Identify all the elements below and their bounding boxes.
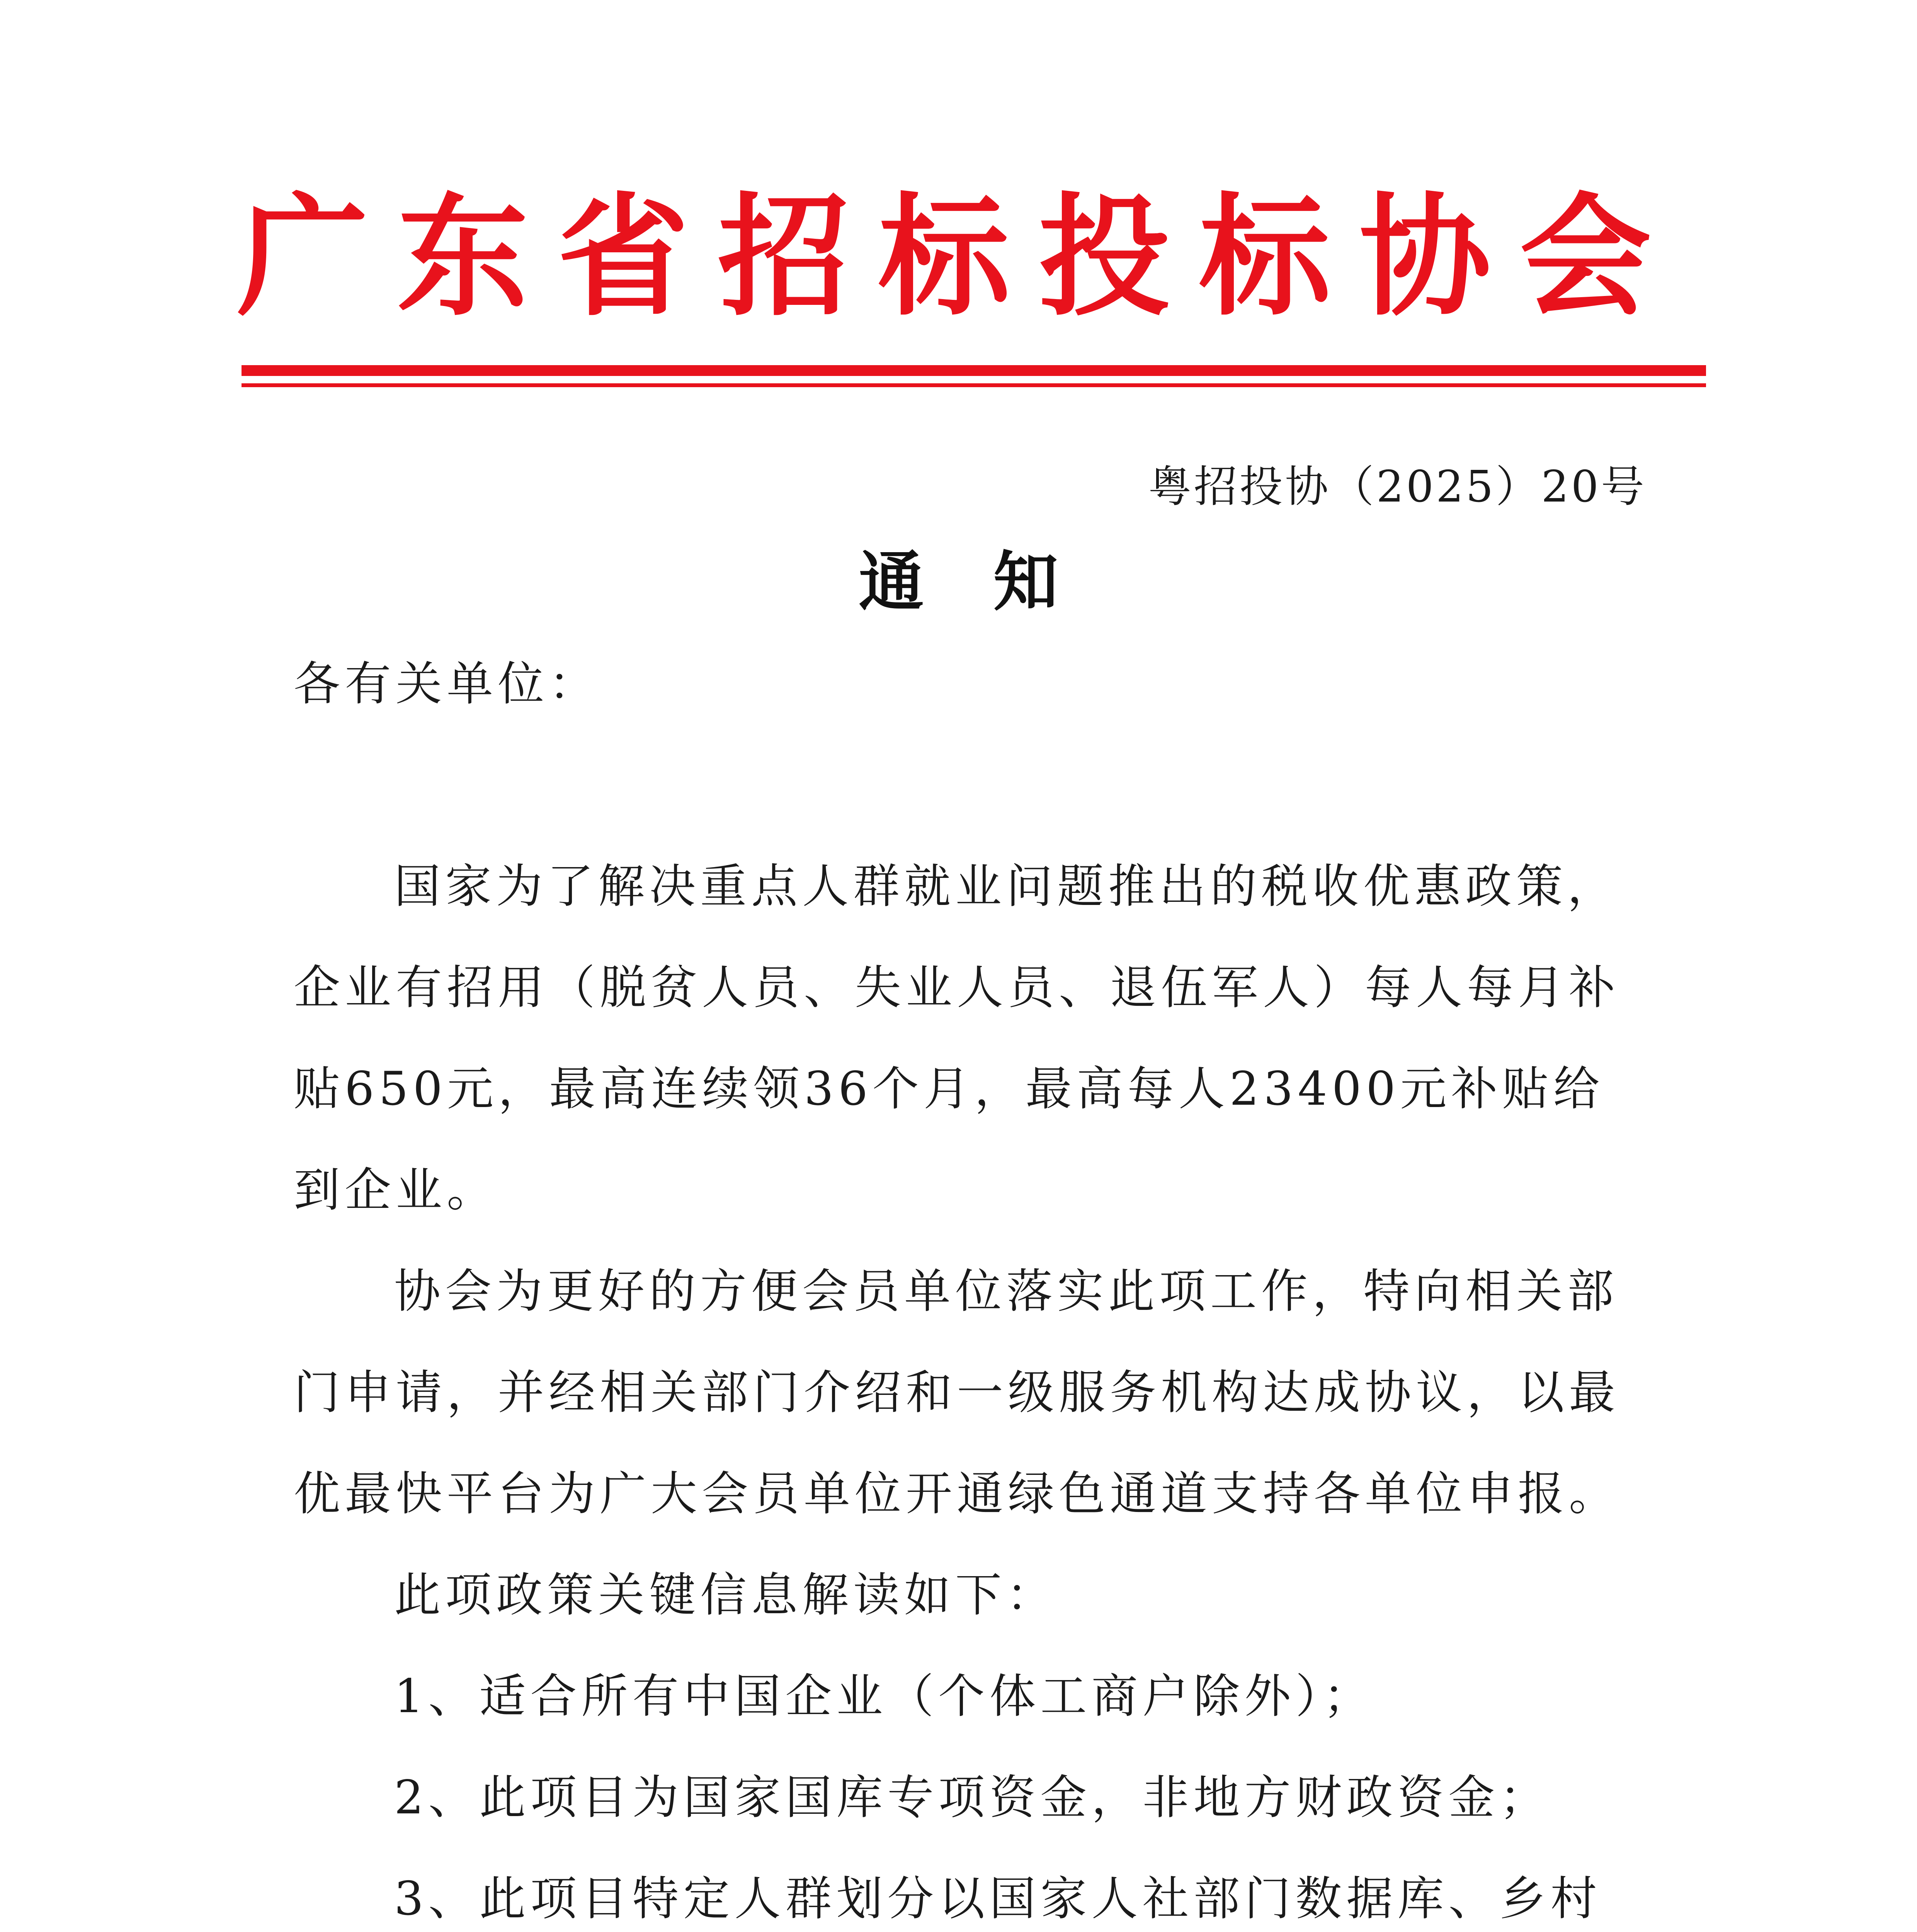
document-title [0,539,1917,624]
salutation: 各有关单位： [294,657,600,711]
paragraph-policy-intro: 国家为了解决重点人群就业问题推出的税收优惠政策，企业有招用（脱贫人员、失业人员、退伍军人）每人每月补贴650元，最高连续领36个月，最高每人23400元补贴给到企业。 [294,860,1620,1217]
document-title-char-2: 知 [993,543,1058,620]
masthead-divider-thin [242,383,1706,387]
document-number: 粤招投协（2025）20号 [1148,462,1647,512]
list-item-2: 2、此项目为国家国库专项资金，非地方财政资金； [394,1771,1551,1825]
paragraph-association-action: 协会为更好的方便会员单位落实此项工作，特向相关部门申请，并经相关部门介绍和一级服务机构达成协议，以最优最快平台为广大会员单位开通绿色通道支持各单位申报。 [294,1265,1620,1521]
document-body [294,634,1638,1932]
paragraph-key-info-heading: 此项政策关键信息解读如下： [394,1568,1057,1622]
association-masthead: 广东省招标投标协会 [237,180,1680,334]
list-item-3: 3、此项目特定人群划分以国家人社部门数据库、乡村 [394,1872,1602,1926]
masthead-divider-thick [242,365,1706,376]
document-title-char-1: 通 [859,543,924,620]
list-item-1: 1、适合所有中国企业（个体工商户除外）； [394,1670,1374,1723]
